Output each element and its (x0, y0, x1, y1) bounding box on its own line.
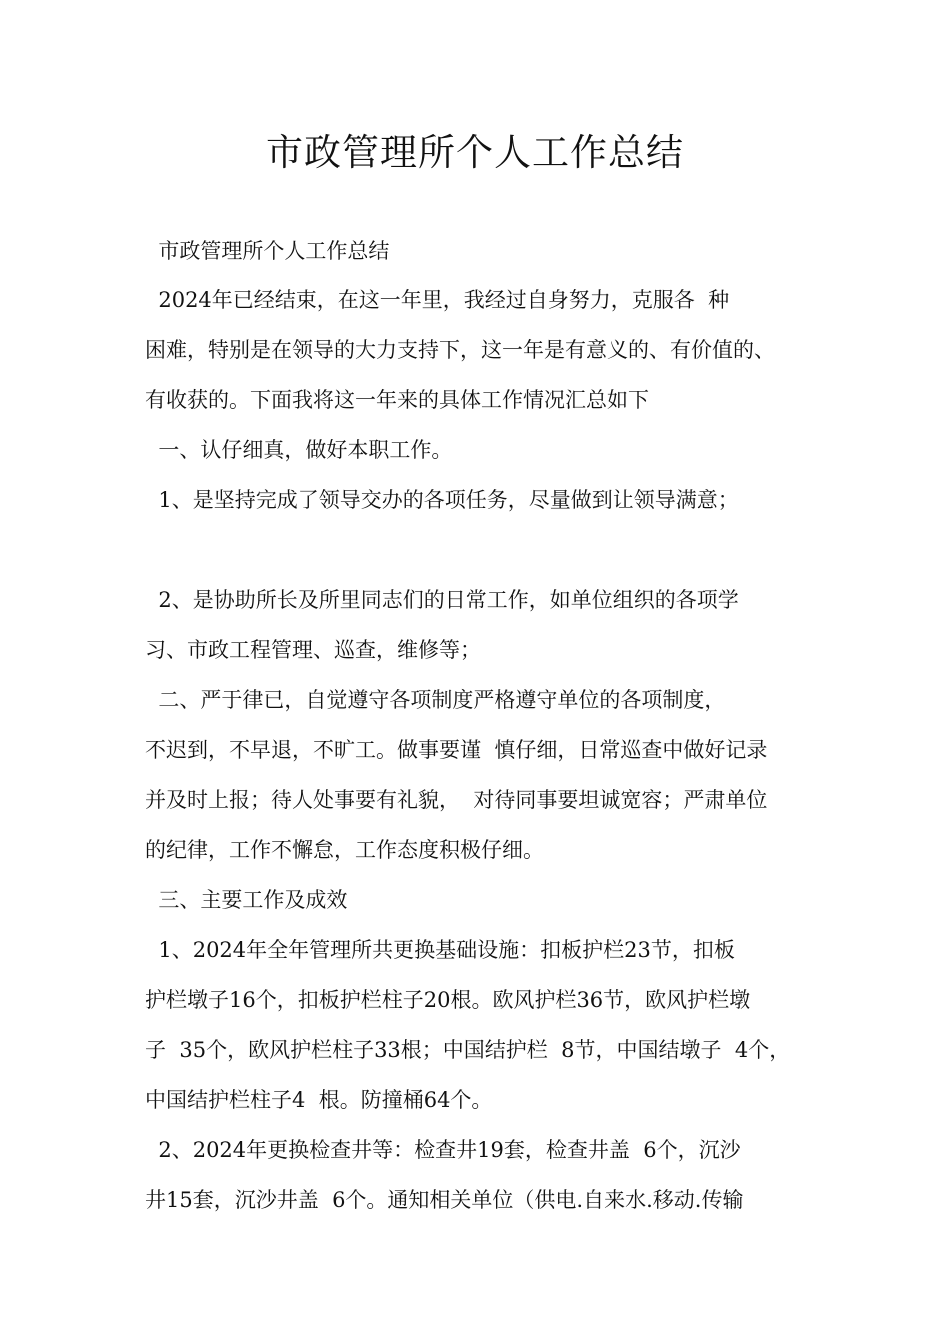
document-title: 市政管理所个人工作总结 (266, 131, 684, 174)
paragraph-line: 井15套，沉沙井盖 6个。通知相关单位（供电.自来水.移动.传输 (145, 1188, 744, 1212)
paragraph-line: 困难，特别是在领导的大力支持下，这一年是有意义的、有价值的、 (145, 338, 775, 362)
paragraph-line: 习、市政工程管理、巡查，维修等； (145, 638, 481, 662)
section-heading: 一、认仔细真，做好本职工作。 (145, 438, 453, 462)
paragraph-line: 不迟到，不早退，不旷工。做事要谨 慎仔细，日常巡查中做好记录 (145, 738, 768, 762)
paragraph-line: 并及时上报；待人处事要有礼貌， 对待同事要坦诚宽容；严肃单位 (145, 788, 768, 812)
paragraph-line: 有收获的。下面我将这一年来的具体工作情况汇总如下 (145, 388, 649, 412)
paragraph-line: 的纪律，工作不懈怠，工作态度积极仔细。 (145, 838, 544, 862)
paragraph-line: 1、2024年全年管理所共更换基础设施：扣板护栏23节，扣板 (145, 938, 735, 962)
paragraph-line: 1、是坚持完成了领导交办的各项任务，尽量做到让领导满意； (145, 488, 739, 512)
paragraph-line: 护栏墩子16个，扣板护栏柱子20根。欧风护栏36节，欧风护栏墩 (145, 988, 751, 1012)
paragraph-line: 2024年已经结束，在这一年里，我经过自身努力，克服各 种 (145, 288, 730, 312)
paragraph-line: 中国结护栏柱子4 根。防撞桶64个。 (145, 1088, 493, 1112)
subtitle-line: 市政管理所个人工作总结 (145, 239, 390, 263)
paragraph-line: 2、2024年更换检查井等：检查井19套，检查井盖 6个，沉沙 (145, 1138, 741, 1162)
section-heading: 二、严于律已，自觉遵守各项制度严格遵守单位的各项制度， (145, 688, 726, 712)
paragraph-line: 2、是协助所长及所里同志们的日常工作，如单位组织的各项学 (145, 588, 739, 612)
paragraph-line: 子 35个，欧风护栏柱子33根；中国结护栏 8节，中国结墩子 4个， (145, 1038, 791, 1062)
section-heading: 三、主要工作及成效 (145, 888, 348, 912)
